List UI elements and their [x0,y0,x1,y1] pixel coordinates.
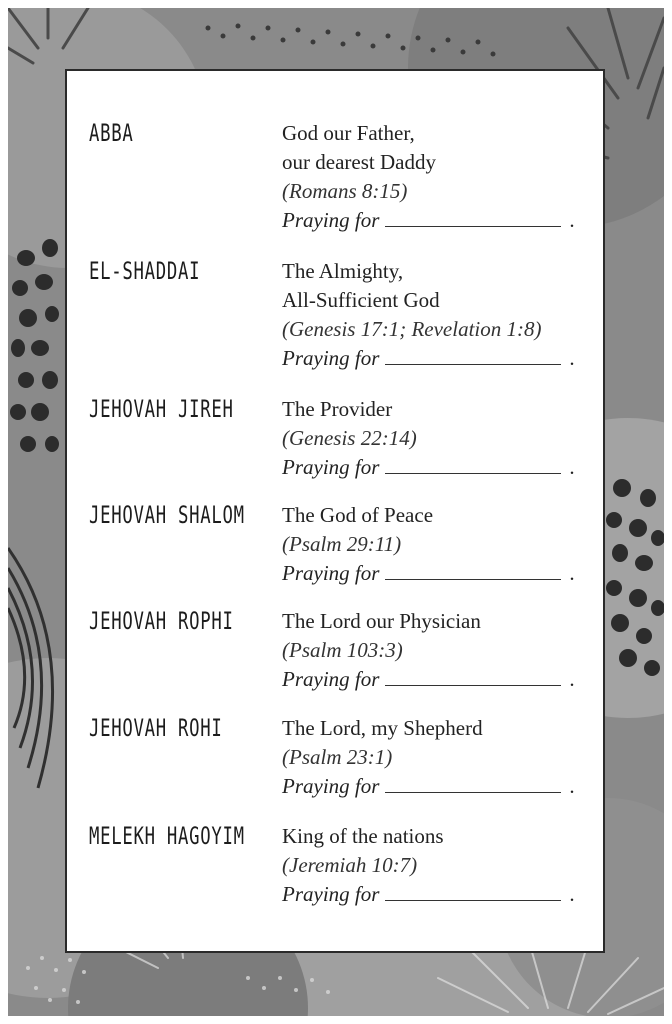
fill-in-blank[interactable] [385,791,561,793]
meaning-line: The Almighty, [282,259,404,283]
praying-for-row [282,344,575,373]
name-description [282,395,575,482]
praying-for-row [282,453,575,482]
praying-for-row [282,880,575,909]
meaning-line: our dearest Daddy [282,150,436,174]
fill-in-blank[interactable] [385,363,561,365]
scripture-reference: (Psalm 103:3) [282,638,403,662]
praying-for-label: Praying for [282,561,380,585]
praying-for-label: Praying for [282,208,380,232]
meaning-line: The Lord, my Shepherd [282,716,483,740]
name-description [282,119,575,235]
divine-name: JEHOVAH JIREH [89,395,234,423]
names-of-god-card [65,69,605,953]
praying-for-row [282,206,575,235]
fill-in-blank[interactable] [385,578,561,580]
period: . [569,455,575,479]
period: . [569,208,575,232]
meaning-line: The God of Peace [282,503,434,527]
period: . [569,346,575,370]
fill-in-blank[interactable] [385,225,561,227]
divine-name: JEHOVAH SHALOM [89,501,245,529]
name-description [282,714,575,801]
praying-for-label: Praying for [282,774,380,798]
divine-name: MELEKH HAGOYIM [89,822,245,850]
scripture-reference: (Genesis 22:14) [282,426,417,450]
praying-for-label: Praying for [282,667,380,691]
name-description [282,822,575,909]
scripture-reference: (Psalm 23:1) [282,745,393,769]
praying-for-label: Praying for [282,882,380,906]
scripture-reference: (Psalm 29:11) [282,532,402,556]
name-description [282,607,575,694]
meaning-line: All-Sufficient God [282,288,440,312]
scripture-reference: (Romans 8:15) [282,179,408,203]
scripture-reference: (Genesis 17:1; Revelation 1:8) [282,317,542,341]
divine-name: JEHOVAH ROHI [89,714,223,742]
meaning-line: God our Father, [282,121,415,145]
meaning-line: The Lord our Physician [282,609,481,633]
praying-for-row [282,559,575,588]
divine-name: ABBA [89,119,134,147]
period: . [569,667,575,691]
divine-name: JEHOVAH ROPHI [89,607,234,635]
period: . [569,561,575,585]
name-description [282,501,575,588]
praying-for-label: Praying for [282,346,380,370]
fill-in-blank[interactable] [385,899,561,901]
fill-in-blank[interactable] [385,684,561,686]
page-background [8,8,664,1016]
period: . [569,882,575,906]
name-description [282,257,575,373]
praying-for-label: Praying for [282,455,380,479]
meaning-line: King of the nations [282,824,444,848]
praying-for-row [282,772,575,801]
scripture-reference: (Jeremiah 10:7) [282,853,418,877]
period: . [569,774,575,798]
divine-name: EL-SHADDAI [89,257,201,285]
praying-for-row [282,665,575,694]
fill-in-blank[interactable] [385,472,561,474]
meaning-line: The Provider [282,397,393,421]
